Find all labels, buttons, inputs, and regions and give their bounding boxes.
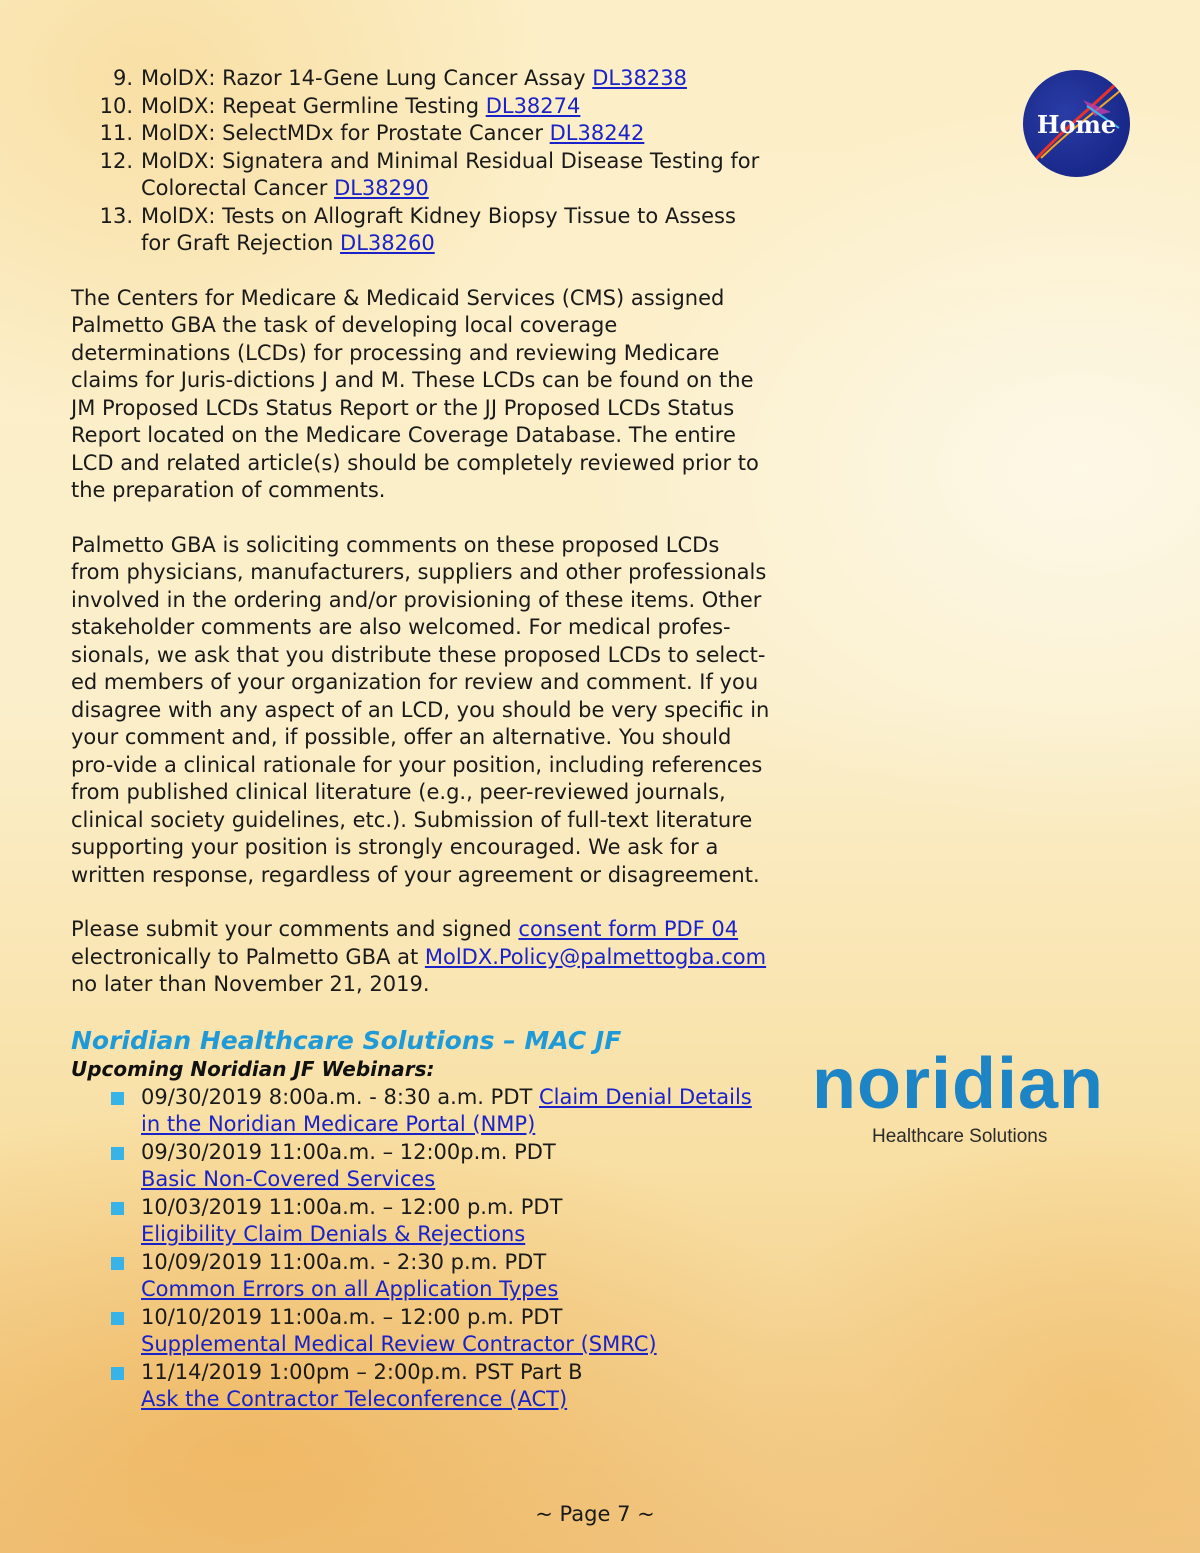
submission-paragraph (71, 916, 771, 999)
square-bullet-icon (111, 1257, 124, 1270)
list-number: 12. (99, 148, 133, 173)
webinar-item (71, 1304, 771, 1359)
webinar-item (71, 1139, 771, 1194)
webinar-link[interactable]: Supplemental Medical Review Contractor (SMRC) (141, 1332, 657, 1356)
dl38274-link[interactable]: DL38274 (485, 93, 581, 118)
dl38260-link[interactable]: DL38260 (340, 231, 435, 255)
webinar-item (71, 1359, 771, 1414)
square-bullet-icon (111, 1367, 124, 1380)
webinar-item (71, 1194, 771, 1249)
noridian-tagline: Healthcare Solutions (872, 1126, 1048, 1147)
square-bullet-icon (111, 1202, 124, 1215)
list-item (71, 148, 771, 203)
consent-form-link[interactable]: consent form PDF 04 (518, 917, 739, 941)
submission-text-after: no later than November 21, 2019. (71, 972, 430, 996)
dl38290-link[interactable]: DL38290 (334, 176, 429, 200)
submission-text-before: Please submit your comments and signed (71, 917, 519, 941)
main-column (71, 65, 771, 1414)
webinar-list (71, 1084, 771, 1414)
list-item (71, 203, 771, 258)
solicitation-paragraph: Palmetto GBA is soliciting comments on these proposed LCDs from physicians, manufacturers, suppliers and other professionals involved in the ordering and/or provisioning of these items. Other stakeholder comments are also welcomed. For medical profes-sionals, we ask that you distribute these proposed LCDs to select-ed members of your organization for review and comment. If you disagree with any aspect of an LCD, you should be very specific in your comment and, if possible, offer an alternative. You should pro-vide a clinical rationale for your position, including references from published clinical literature (e.g., peer-reviewed journals, clinical society guidelines, etc.). Submission of full-text literature supporting your position is strongly encouraged. We ask for a written response, regardless of your agreement or disagreement. (71, 532, 770, 887)
webinar-datetime: 09/30/2019 11:00a.m. – 12:00p.m. PDT (141, 1139, 556, 1164)
webinar-datetime: 10/10/2019 11:00a.m. – 12:00 p.m. PDT (141, 1304, 563, 1329)
list-item-text: MolDX: Signatera and Minimal Residual Disease Testing for Colorectal Cancer (141, 148, 760, 200)
noridian-wordmark: noridian (812, 1044, 1104, 1124)
dl38238-link[interactable]: DL38238 (592, 66, 687, 90)
webinar-link[interactable]: Eligibility Claim Denials & Rejections (141, 1222, 526, 1246)
webinar-datetime: 10/03/2019 11:00a.m. – 12:00 p.m. PDT (141, 1194, 563, 1219)
webinar-link[interactable]: Ask the Contractor Teleconference (ACT) (141, 1387, 568, 1411)
square-bullet-icon (111, 1092, 124, 1105)
list-item-text: MolDX: SelectMDx for Prostate Cancer (141, 121, 550, 145)
list-item-text: MolDX: Razor 14-Gene Lung Cancer Assay (141, 66, 593, 90)
webinar-link[interactable]: Common Errors on all Application Types (141, 1277, 559, 1301)
webinar-datetime: 11/14/2019 1:00pm – 2:00p.m. PST Part B (141, 1359, 583, 1384)
section-subheading: Upcoming Noridian JF Webinars: (71, 1056, 435, 1081)
webinar-item (71, 1249, 771, 1304)
square-bullet-icon (111, 1147, 124, 1160)
list-number: 9. (112, 66, 133, 90)
submission-text-middle: electronically to Palmetto GBA at (71, 944, 425, 969)
cms-paragraph: The Centers for Medicare & Medicaid Services (CMS) assigned Palmetto GBA the task of developing local coverage determinations (LCDs) for processing and reviewing Medicare claims for Juris-dictions J and M. These LCDs can be found on the JM Proposed LCDs Status Report or the JJ Proposed LCDs Status Report located on the Medicare Coverage Database. The entire LCD and related article(s) should be completely reviewed prior to the preparation of comments. (71, 285, 759, 502)
square-bullet-icon (111, 1312, 124, 1325)
moldx-list (71, 65, 771, 258)
list-item (71, 65, 771, 93)
moldx-email-link[interactable]: MolDX.Policy@palmettogba.com (424, 944, 767, 969)
list-item (71, 93, 771, 121)
webinar-link[interactable]: Claim Denial Details in the Noridian Medicare Portal (NMP) (141, 1084, 752, 1136)
webinar-datetime: 10/09/2019 11:00a.m. - 2:30 p.m. PDT (141, 1249, 547, 1274)
webinar-item (71, 1084, 771, 1139)
dl38242-link[interactable]: DL38242 (549, 121, 645, 145)
home-button[interactable] (1023, 70, 1130, 177)
section-heading: Noridian Healthcare Solutions – MAC JF (71, 1025, 622, 1055)
list-number: 11. (99, 121, 133, 145)
list-number: 10. (99, 93, 133, 118)
list-item-text: MolDX: Repeat Germline Testing (141, 93, 486, 118)
list-item (71, 120, 771, 148)
noridian-logo (812, 1044, 1117, 1148)
home-label: Home (1036, 110, 1117, 139)
list-item-text: MolDX: Tests on Allograft Kidney Biopsy Tissue to Assess for Graft Rejection (141, 203, 736, 255)
webinar-datetime: 09/30/2019 8:00a.m. - 8:30 a.m. PDT (141, 1084, 539, 1109)
list-number: 13. (99, 203, 133, 228)
page-number: ~ Page 7 ~ (535, 1502, 655, 1526)
webinar-link[interactable]: Basic Non-Covered Services (141, 1167, 436, 1191)
